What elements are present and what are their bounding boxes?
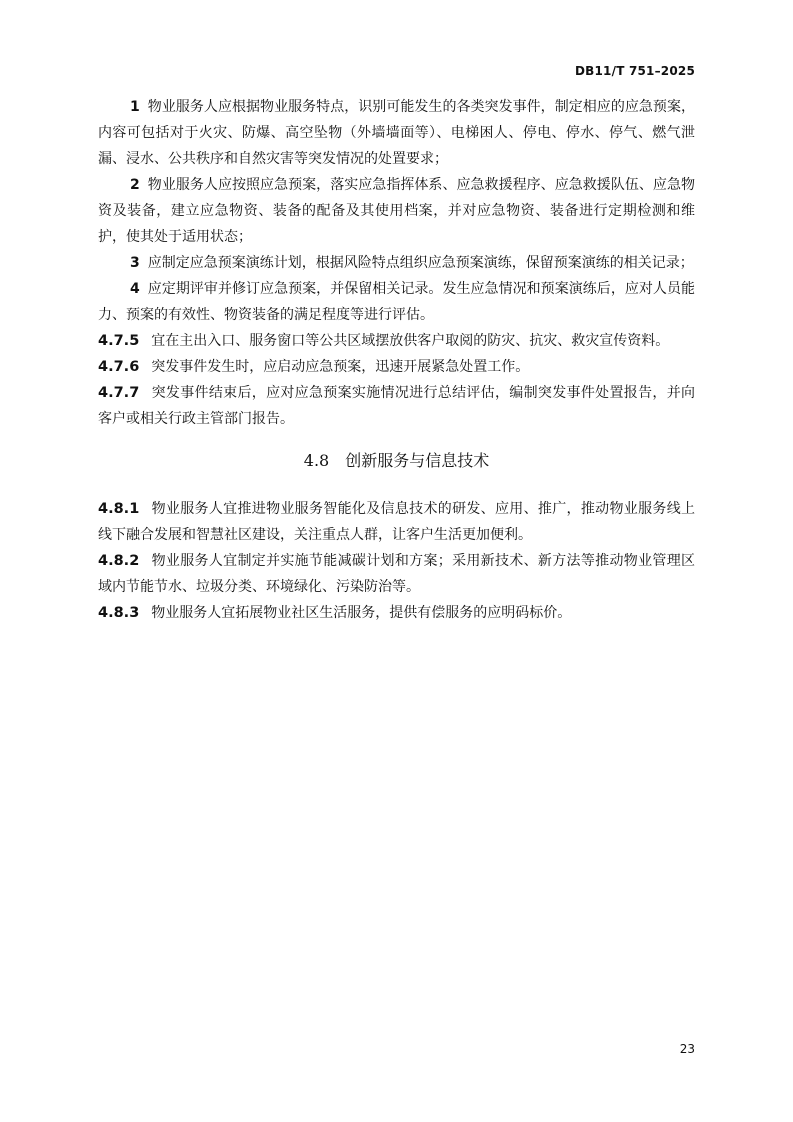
clause-number: 4.8.3 [98,605,140,621]
list-item-number: 2 [130,177,140,193]
clause-text: 突发事件发生时，应启动应急预案，迅速开展紧急处置工作。 [151,359,530,375]
clause [98,354,695,380]
list-item-number: 4 [130,281,140,297]
clause [98,600,695,626]
list-item-text: 应制定应急预案演练计划，根据风险特点组织应急预案演练，保留预案演练的相关记录； [147,255,694,271]
clause [98,328,695,354]
section-title: 创新服务与信息技术 [345,451,490,470]
clause [98,496,695,548]
list-item-number: 3 [130,255,140,271]
clause-text: 突发事件结束后，应对应急预案实施情况进行总结评估，编制突发事件处置报告，并向客户或相关行政主管部门报告。 [98,385,695,427]
clause-number: 4.7.7 [98,385,140,401]
clause-text: 物业服务人宜拓展物业社区生活服务，提供有偿服务的应明码标价。 [151,605,572,621]
list-item [98,250,695,276]
list-item-text: 物业服务人应根据物业服务特点，识别可能发生的各类突发事件，制定相应的应急预案，内容可包括对于火灾、防爆、高空坠物（外墙墙面等）、电梯困人、停电、停水、停气、燃气泄漏、浸水、公共秩序和自然灾害等突发情况的处置要求； [98,99,695,167]
section-heading [98,448,695,474]
clause-text: 宜在主出入口、服务窗口等公共区域摆放供客户取阅的防灾、抗灾、救灾宣传资料。 [151,333,670,349]
list-item-number: 1 [130,99,140,115]
clause [98,380,695,432]
clause-number: 4.7.6 [98,359,140,375]
clause-text: 物业服务人宜推进物业服务智能化及信息技术的研发、应用、推广，推动物业服务线上线下融合发展和智慧社区建设，关注重点人群，让客户生活更加便利。 [98,501,695,543]
clause-number: 4.8.1 [98,501,140,517]
clause [98,548,695,600]
list-item [98,276,695,328]
section-number: 4.8 [303,451,330,470]
page-number: 23 [679,1042,695,1056]
clause-number: 4.8.2 [98,553,140,569]
list-item-text: 物业服务人应按照应急预案，落实应急指挥体系、应急救援程序、应急救援队伍、应急物资及装备，建立应急物资、装备的配备及其使用档案，并对应急物资、装备进行定期检测和维护，使其处于适用状态； [98,177,695,245]
list-item-text: 应定期评审并修订应急预案，并保留相关记录。发生应急情况和预案演练后，应对人员能力、预案的有效性、物资装备的满足程度等进行评估。 [98,281,695,323]
list-item [98,94,695,172]
clause-number: 4.7.5 [98,333,140,349]
list-item [98,172,695,250]
page-body [98,94,695,626]
clause-text: 物业服务人宜制定并实施节能减碳计划和方案；采用新技术、新方法等推动物业管理区域内节能节水、垃圾分类、环境绿化、污染防治等。 [98,553,695,595]
document-code: DB11/T 751–2025 [575,64,695,78]
